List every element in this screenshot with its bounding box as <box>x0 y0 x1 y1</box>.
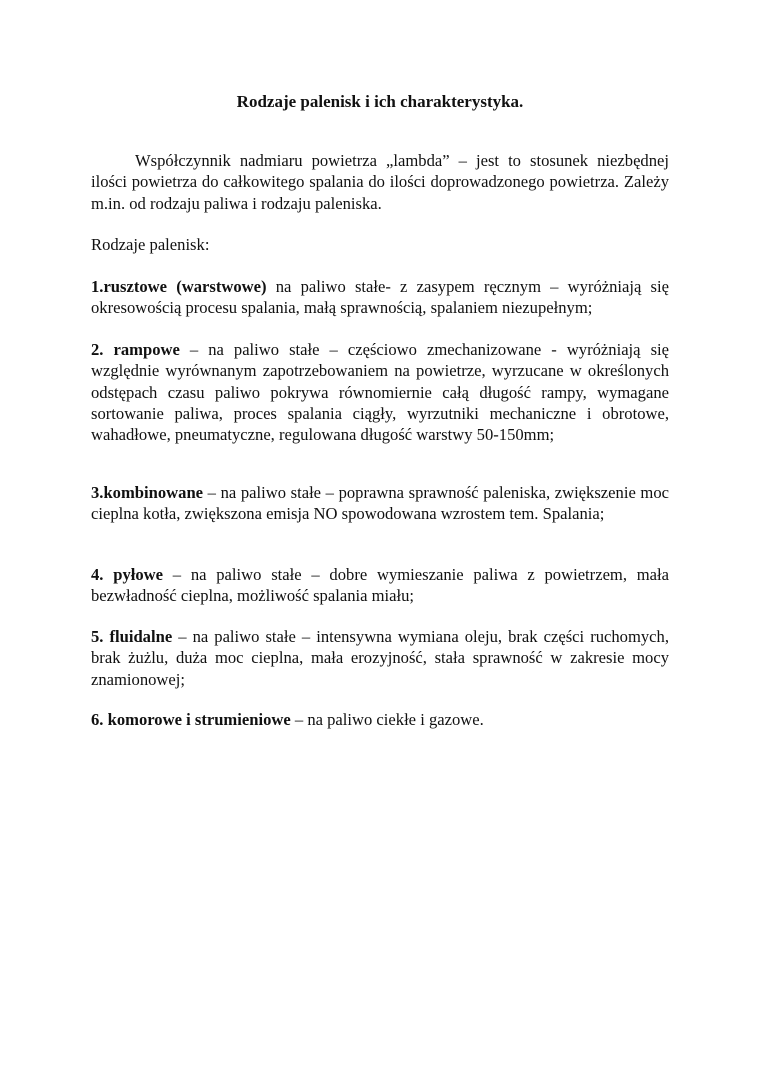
item-term: 6. komorowe i strumieniowe <box>91 710 291 729</box>
item-text: – na paliwo stałe – intensywna wymiana oleju, brak części ruchomych, brak żużlu, duża moc cieplna, mała erozyjność, stała sprawność w zakresie mocy znamionowej; <box>91 627 669 689</box>
list-item <box>91 482 669 525</box>
list-item <box>91 564 669 607</box>
list-item <box>91 626 669 690</box>
item-text: – na paliwo stałe – częściowo zmechanizowane - wyróżniają się względnie wyrównanym zapotrzebowaniem na powietrze, wyrzucane w określonych odstępach czasu paliwo pokrywa równomiernie całą długość rampy, wymagane sortowanie paliwa, proces spalania ciągły, wyrzutniki mechaniczne i obrotowe, wahadłowe, pneumatyczne, regulowana długość warstwy 50-150mm; <box>91 340 670 445</box>
item-term: 4. pyłowe <box>91 565 163 584</box>
item-term: 3.kombinowane <box>91 483 204 502</box>
list-item <box>91 709 669 730</box>
item-text: – na paliwo stałe – dobre wymieszanie paliwa z powietrzem, mała bezwładność cieplna, możliwość spalania miału; <box>91 565 670 606</box>
list-heading: Rodzaje palenisk: <box>91 235 210 254</box>
intro-paragraph: Współczynnik nadmiaru powietrza „lambda” – jest to stosunek niezbędnej ilości powietrza do całkowitego spalania do ilości doprowadzonego powietrza. Zależy m.in. od rodzaju paliwa i rodzaju paleniska. <box>91 151 669 213</box>
list-item <box>91 339 669 445</box>
item-text: – na paliwo stałe – poprawna sprawność paleniska, zwiększenie moc cieplna kotła, zwiększona emisja NO spowodowana wzrostem tem. Spalania; <box>91 483 669 524</box>
item-text: na paliwo stałe- z zasypem ręcznym – wyróżniają się okresowością procesu spalania, małą sprawnością, spalaniem niezupełnym; <box>91 277 669 318</box>
item-term: 1.rusztowe (warstwowe) <box>91 277 267 296</box>
list-item <box>91 276 669 319</box>
document-title: Rodzaje palenisk i ich charakterystyka. <box>236 92 524 111</box>
item-text: – na paliwo ciekłe i gazowe. <box>290 710 484 729</box>
item-term: 5. fluidalne <box>91 627 173 646</box>
item-term: 2. rampowe <box>91 340 180 359</box>
